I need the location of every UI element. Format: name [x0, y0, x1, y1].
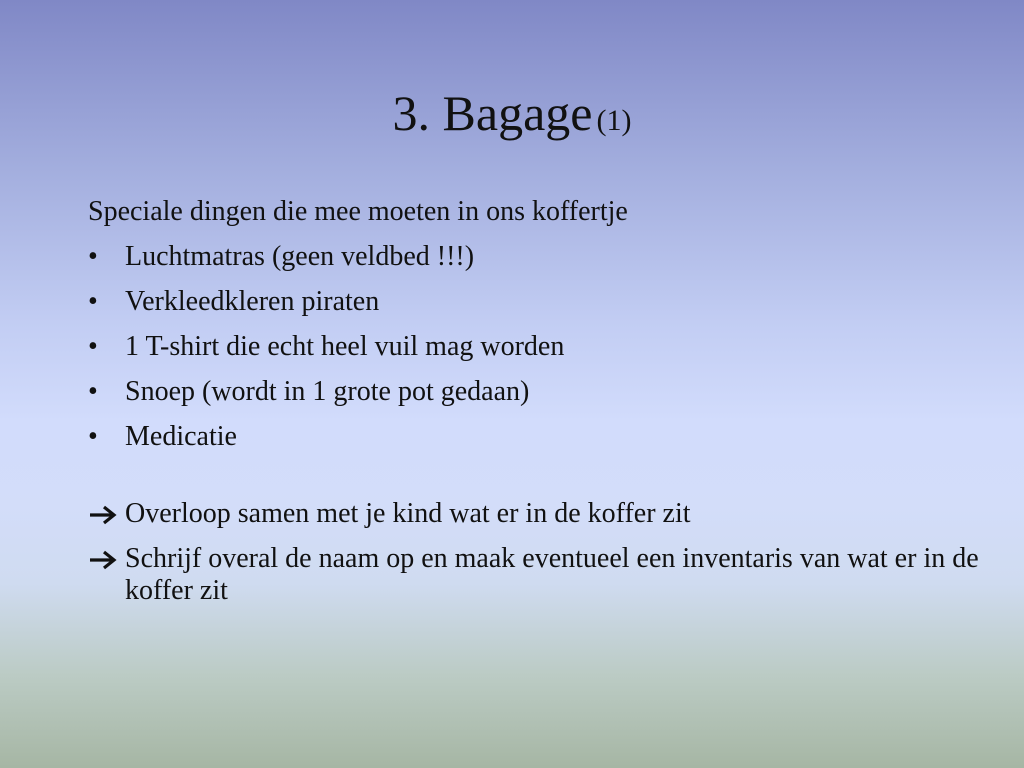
slide-title — [0, 85, 1024, 141]
spacer — [88, 466, 988, 498]
bullet-icon: • — [88, 331, 98, 362]
arrow-item-text: Overloop samen met je kind wat er in de koffer zit — [125, 498, 691, 529]
bullet-icon: • — [88, 286, 98, 317]
bullet-icon: • — [88, 421, 98, 452]
right-arrow-icon — [88, 504, 118, 526]
arrow-item — [88, 498, 988, 530]
bullet-text: Verkleedkleren piraten — [125, 286, 380, 317]
bullet-text: Medicatie — [125, 421, 237, 452]
slide-body — [88, 196, 988, 620]
bullet-icon: • — [88, 241, 98, 272]
arrow-list — [88, 498, 988, 607]
bullet-item — [88, 241, 988, 273]
bullet-item — [88, 421, 988, 453]
intro-text: Speciale dingen die mee moeten in ons koffertje — [88, 196, 628, 227]
bullet-item — [88, 331, 988, 363]
arrow-item-text: Schrijf overal de naam op en maak eventueel een inventaris van wat er in de koffer zit — [125, 543, 979, 606]
slide-title-main: 3. Bagage — [392, 85, 593, 141]
bullet-item — [88, 376, 988, 408]
bullet-list — [88, 241, 988, 453]
bullet-text: 1 T-shirt die echt heel vuil mag worden — [125, 331, 565, 362]
bullet-icon: • — [88, 376, 98, 407]
slide-title-sub: (1) — [596, 104, 632, 137]
bullet-item — [88, 286, 988, 318]
arrow-item — [88, 543, 988, 607]
right-arrow-icon — [88, 549, 118, 571]
bullet-text: Luchtmatras (geen veldbed !!!) — [125, 241, 475, 272]
bullet-text: Snoep (wordt in 1 grote pot gedaan) — [125, 376, 530, 407]
